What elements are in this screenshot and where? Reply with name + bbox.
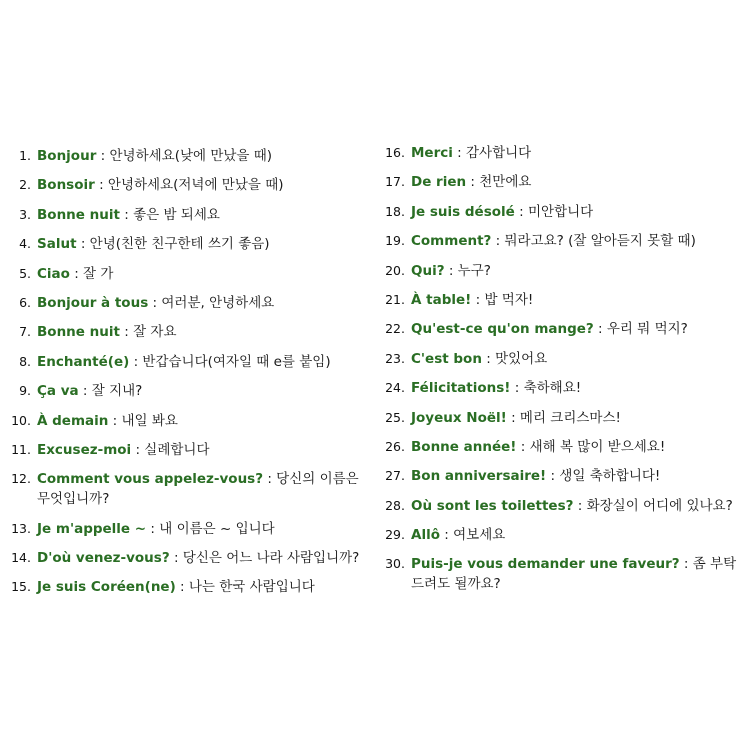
phrase-list-left bbox=[10, 146, 365, 607]
french-phrase: Bon anniversaire! bbox=[411, 468, 547, 485]
korean-translation: : 내일 봐요 bbox=[108, 412, 178, 429]
list-item bbox=[10, 440, 365, 460]
korean-translation: : 나는 한국 사람입니다 bbox=[175, 579, 315, 596]
item-number: 13. bbox=[11, 520, 31, 536]
item-number: 8. bbox=[19, 353, 31, 369]
french-phrase: Salut bbox=[37, 236, 77, 253]
korean-translation: : 화장실이 어디에 있나요? bbox=[573, 497, 733, 514]
french-phrase: Bonne année! bbox=[411, 438, 517, 455]
french-phrase: Bonne nuit bbox=[37, 324, 120, 341]
list-item bbox=[10, 411, 365, 431]
item-number: 18. bbox=[385, 203, 405, 219]
korean-translation: : 우리 뭐 먹지? bbox=[593, 321, 688, 338]
list-item bbox=[10, 322, 365, 342]
korean-translation: : 잘 자요 bbox=[119, 324, 177, 341]
list-item bbox=[10, 469, 365, 509]
item-number: 28. bbox=[385, 497, 405, 513]
korean-translation: : 좀 부탁드려도 될까요? bbox=[411, 556, 737, 593]
list-item bbox=[384, 349, 744, 369]
item-number: 17. bbox=[385, 174, 405, 190]
korean-translation: : 생일 축하합니다! bbox=[546, 468, 661, 485]
list-item bbox=[10, 577, 365, 597]
korean-translation: : 뭐라고요? (잘 알아듣지 못할 때) bbox=[491, 233, 696, 250]
list-item bbox=[10, 381, 365, 401]
item-number: 6. bbox=[19, 294, 31, 310]
french-phrase: Ciao bbox=[37, 265, 70, 282]
french-phrase: Félicitations! bbox=[411, 380, 511, 397]
list-item bbox=[10, 264, 365, 284]
french-phrase: Bonsoir bbox=[37, 177, 95, 194]
phrase-list-right bbox=[384, 143, 744, 604]
list-item bbox=[384, 261, 744, 281]
list-item bbox=[10, 205, 365, 225]
list-item bbox=[384, 319, 744, 339]
french-phrase: Merci bbox=[411, 145, 453, 161]
korean-translation: : 누구? bbox=[444, 262, 491, 279]
item-number: 15. bbox=[11, 579, 31, 595]
item-number: 11. bbox=[11, 441, 31, 457]
korean-translation: : 맛있어요 bbox=[481, 350, 548, 367]
item-number: 25. bbox=[385, 409, 405, 425]
french-phrase: Je suis Coréen(ne) bbox=[37, 579, 176, 596]
french-phrase: Qu'est-ce qu'on mange? bbox=[411, 321, 594, 338]
korean-translation: : 좋은 밤 되세요 bbox=[119, 206, 220, 223]
korean-translation: : 감사합니다 bbox=[452, 145, 532, 161]
list-item bbox=[384, 172, 744, 192]
item-number: 26. bbox=[385, 438, 405, 454]
item-number: 21. bbox=[385, 291, 405, 307]
korean-translation: : 안녕하세요(낮에 만났을 때) bbox=[96, 148, 273, 164]
list-item bbox=[384, 437, 744, 457]
item-number: 23. bbox=[385, 350, 405, 366]
item-number: 5. bbox=[19, 265, 31, 281]
item-number: 22. bbox=[385, 321, 405, 337]
list-item bbox=[384, 378, 744, 398]
korean-translation: : 실례합니다 bbox=[131, 441, 210, 458]
list-item bbox=[384, 466, 744, 486]
korean-translation: : 안녕하세요(저녁에 만났을 때) bbox=[94, 177, 284, 194]
item-number: 4. bbox=[19, 236, 31, 252]
list-item bbox=[384, 202, 744, 222]
list-item bbox=[384, 525, 744, 545]
list-item bbox=[384, 554, 744, 594]
item-number: 16. bbox=[385, 145, 405, 160]
item-number: 10. bbox=[11, 412, 31, 428]
korean-translation: : 밥 먹자! bbox=[471, 291, 534, 308]
list-item bbox=[10, 146, 365, 166]
list-item bbox=[10, 293, 365, 313]
item-number: 14. bbox=[11, 550, 31, 566]
french-phrase: Qui? bbox=[411, 262, 445, 279]
item-number: 29. bbox=[385, 527, 405, 543]
korean-translation: : 여러분, 안녕하세요 bbox=[148, 294, 275, 311]
item-number: 27. bbox=[385, 468, 405, 484]
french-phrase: Je m'appelle ~ bbox=[37, 520, 147, 537]
korean-translation: : 여보세요 bbox=[439, 527, 506, 544]
list-item bbox=[384, 496, 744, 516]
french-phrase: Ça va bbox=[37, 383, 79, 400]
french-phrase: Excusez-moi bbox=[37, 441, 132, 458]
list-item bbox=[10, 548, 365, 568]
list-item bbox=[384, 290, 744, 310]
korean-translation: : 잘 가 bbox=[69, 265, 114, 282]
list-item bbox=[10, 352, 365, 372]
item-number: 12. bbox=[11, 471, 31, 487]
korean-translation: : 천만에요 bbox=[466, 174, 532, 191]
french-phrase: Joyeux Noël! bbox=[411, 409, 507, 426]
french-phrase: Enchanté(e) bbox=[37, 353, 130, 370]
french-phrase: Je suis désolé bbox=[411, 203, 515, 220]
french-phrase: Où sont les toilettes? bbox=[411, 497, 574, 514]
korean-translation: : 메리 크리스마스! bbox=[506, 409, 621, 426]
list-item bbox=[384, 408, 744, 428]
korean-translation: : 당신의 이름은 무엇입니까? bbox=[37, 471, 359, 508]
list-item bbox=[10, 519, 365, 539]
french-phrase: D'où venez-vous? bbox=[37, 550, 170, 567]
french-phrase: Comment vous appelez-vous? bbox=[37, 471, 264, 488]
item-number: 7. bbox=[19, 324, 31, 340]
korean-translation: : 반갑습니다(여자일 때 e를 붙임) bbox=[129, 353, 331, 370]
korean-translation: : 안녕(친한 친구한테 쓰기 좋음) bbox=[76, 236, 270, 253]
french-phrase: Puis-je vous demander une faveur? bbox=[411, 556, 680, 573]
item-number: 19. bbox=[385, 233, 405, 249]
list-item bbox=[10, 234, 365, 254]
korean-translation: : 내 이름은 ~ 입니다 bbox=[146, 520, 275, 537]
item-number: 20. bbox=[385, 262, 405, 278]
french-phrase: De rien bbox=[411, 174, 467, 191]
korean-translation: : 당신은 어느 나라 사람입니까? bbox=[169, 550, 360, 567]
french-phrase: Allô bbox=[411, 527, 440, 544]
item-number: 1. bbox=[19, 148, 31, 163]
french-phrase: C'est bon bbox=[411, 350, 482, 367]
item-number: 24. bbox=[385, 380, 405, 396]
item-number: 30. bbox=[385, 556, 405, 572]
french-phrase: Bonjour bbox=[37, 148, 97, 164]
list-item bbox=[384, 143, 744, 163]
item-number: 2. bbox=[19, 177, 31, 193]
french-phrase: Bonne nuit bbox=[37, 206, 120, 223]
list-item bbox=[384, 231, 744, 251]
french-phrase: Bonjour à tous bbox=[37, 294, 149, 311]
korean-translation: : 축하해요! bbox=[510, 380, 582, 397]
item-number: 3. bbox=[19, 206, 31, 222]
french-phrase: À table! bbox=[411, 291, 472, 308]
french-phrase: Comment? bbox=[411, 233, 492, 250]
korean-translation: : 미안합니다 bbox=[514, 203, 594, 220]
korean-translation: : 잘 지내? bbox=[78, 383, 143, 400]
list-item bbox=[10, 175, 365, 195]
item-number: 9. bbox=[19, 383, 31, 399]
french-phrase: À demain bbox=[37, 412, 109, 429]
korean-translation: : 새해 복 많이 받으세요! bbox=[516, 438, 666, 455]
